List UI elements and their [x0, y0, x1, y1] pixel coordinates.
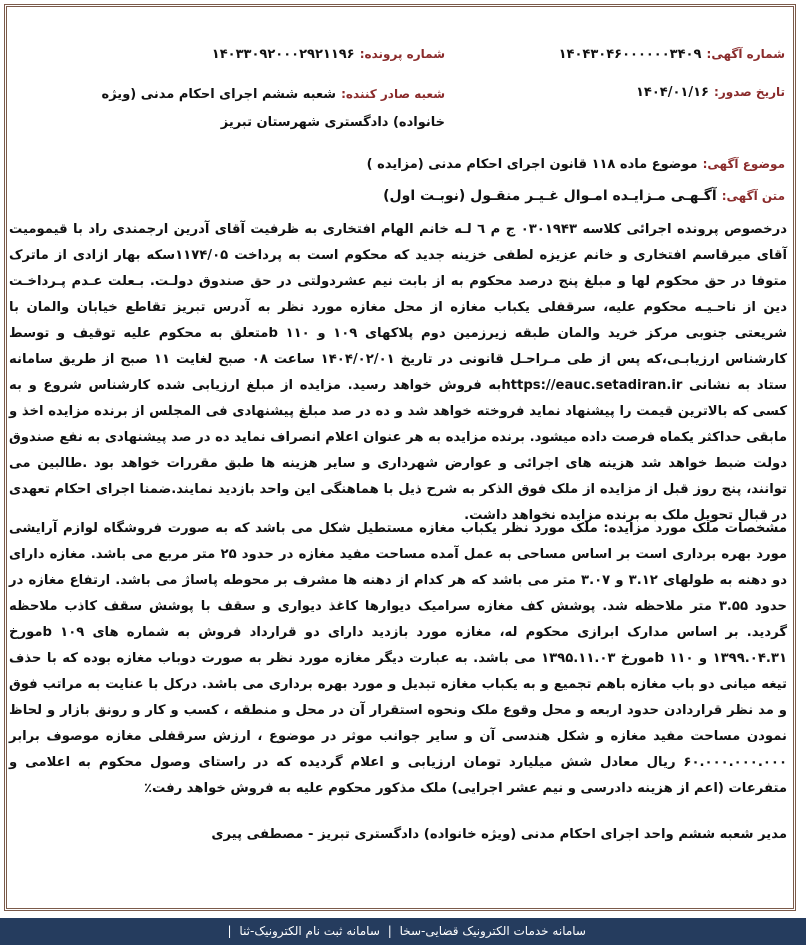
ad-number-label: شماره آگهی:: [706, 47, 785, 61]
footer-link-sana[interactable]: سامانه ثبت نام الکترونیک-ثنا: [239, 924, 380, 938]
issue-date-label: تاریخ صدور:: [714, 85, 785, 99]
issuer-value: شعبه ششم اجرای احکام مدنی (ویژه خانواده) دادگستری شهرستان تبریز: [101, 87, 445, 130]
case-number-label: شماره پرونده:: [359, 47, 445, 61]
footer-separator: |: [387, 924, 392, 938]
ad-text-title: آگـهـی مـزایـده امـوال غـیـر منقـول (نوبـت اول): [383, 188, 717, 204]
footer-separator: |: [227, 924, 232, 938]
footer-link-sakha[interactable]: سامانه خدمات الکترونیک قضایی-سخا: [399, 924, 586, 938]
ad-number: [559, 43, 785, 62]
issuer-label: شعبه صادر کننده:: [341, 87, 445, 101]
ad-text-heading: [383, 185, 785, 204]
property-specs-paragraph: مشخصات ملک مورد مزایده: ملک مورد نظر یکباب مغازه مستطیل شکل می باشد که به صورت فروشگاه لوازم آرایشی مورد بهره برداری است بر اساس مساحی به عمل آمده مساحت مفید مغازه در حدود ۲۵ متر مربع می باشد. مغازه دارای دو دهنه به طولهای ۳.۱۲ و ۳.۰۷ متر می باشد که هر کدام از دهنه ها مشرف بر محوطه پاساژ می باشد. ارتفاع مغازه در حدود ۳.۵۵ متر ملاحظه شد. پوشش کف مغازه سرامیک دیوارها کاغذ دیواری و سقف با پوشش سقف کاذب ملاحظه گردید. بر اساس مدارک ابرازی محکوم له، مغازه مورد بازدید دارای دو قرارداد فروش به شماره های ۱۰۹ bمورخ ۱۳۹۹.۰۴.۳۱ و ۱۱۰ bمورخ ۱۳۹۵.۱۱.۰۳ می باشد. به عبارت دیگر مغازه مورد نظر به صورت دوباب مغازه بوده که با حذف تیغه میانی دو باب مغازه باهم تجمیع و به یکباب مغازه تبدیل و مورد بهره برداری می باشد. درکل با عنایت به مراتب فوق و مد نظر قراردادن حدود اربعه و محل وقوع ملک ونحوه استقرار آن در محل و منطقه ، کسب و کار و رونق بازار و لحاظ نمودن مساحت مفید مغازه و شکل هندسی آن و سایر جوانب موثر در موضوع ، ارزش سرقفلی مغازه موصوف برابر ۶۰.۰۰۰.۰۰۰.۰۰۰ ریال معادل شش میلیارد تومان ارزیابی و اعلام گردیده که در راستای وصول محکوم به اعلامی و متفرعات (اعم از هزینه دادرسی و نیم عشر اجرایی) ملک مذکور محکوم علیه به فروش خواهد رفت٪: [9, 521, 788, 796]
issue-date: [636, 81, 785, 100]
footer-links: [224, 918, 586, 945]
subject-label: موضوع آگهی:: [702, 157, 785, 171]
notice-document: [4, 4, 796, 911]
ad-number-value: ۱۴۰۴۳۰۴۶۰۰۰۰۰۰۳۴۰۹: [558, 47, 702, 62]
case-number-value: ۱۴۰۳۳۰۹۲۰۰۰۲۹۲۱۱۹۶: [211, 47, 355, 62]
issue-date-value: ۱۴۰۴/۰۱/۱۶: [635, 85, 709, 100]
ad-text-label: متن آگهی:: [721, 189, 785, 203]
footer-bar: [0, 918, 806, 945]
case-number: [212, 43, 445, 62]
subject-value: موضوع ماده ۱۱۸ قانون اجرای احکام مدنی (مزایده ): [366, 157, 698, 172]
subject: [367, 153, 785, 172]
auction-details-paragraph: درخصوص پرونده اجرائی کلاسه ۰۳۰۱۹۴۳ ج م ٦ لـه خانم الهام افتخاری به ظرفیت آقای آدرین ارجمندی راد با قیمومیت آقای میرقاسم افتخاری و خانم عزیزه لطفی خزینه جدید که محکوم است به پرداخت ۱۱۷۴/۰۵سکه بهار ازادی از ماترک متوفا در حق محکوم لها و مبلغ پنج درصد محکوم به از بابت نیم عشردولتی در حق صندوق دولـت. بـعلت عـدم پـرداخـت دین از ناحـیـه محکوم علیه، سرقفلی یکباب مغازه از محل مغازه مورد نظر به آدرس تبریز تقاطع خیابان والمان با شریعتی جنوبی مرکز خرید والمان طبقه زیرزمین دوم پلاکهای ۱۰۹ و ۱۱۰ bمتعلق به محکوم علیه توقیف و توسط کارشناس ارزیابـی،که پس از طی مـراحـل قانونی در تاریخ ۱۴۰۴/۰۲/۰۱ ساعت ۰۸ صبح لغایت ۱۱ صبح از طریق سامانه ستاد به نشانی https://eauc.setadiran.irبه فروش خواهد رسید. مزایده از مبلغ ارزیابی شده کارشناس شروع و به کسی که بالاترین قیمت را پیشنهاد نماید فروخته خواهد شد و ده در صد مبلغ پیشنهادی فی المجلس از برنده مزایده اخذ و مابقی حداکثر یکماه فرصت داده میشود. برنده مزایده به هر عنوان اعلام انصراف نماید ده در صد پیشنهادی به نفع صندوق دولت ضبط خواهد شد هزینه های اجرائی و عوارض شهرداری و سایر هزینه ها طبق مقررات خواهد بود .طالبین می توانند، پنج روز قبل از مزایده از ملک فوق الذکر به شرح ذیل با هماهنگی این واحد بازدید نمایند.ضمنا اجرای احکام تعهدی در قبال تحویل ملک به برنده مزایده نخواهد داشت.: [9, 222, 788, 523]
signature-line: مدیر شعبه ششم واحد اجرای احکام مدنی (ویژه خانواده) دادگستری تبریز - مصطفی پیری: [211, 827, 787, 842]
issuer: [65, 80, 445, 136]
